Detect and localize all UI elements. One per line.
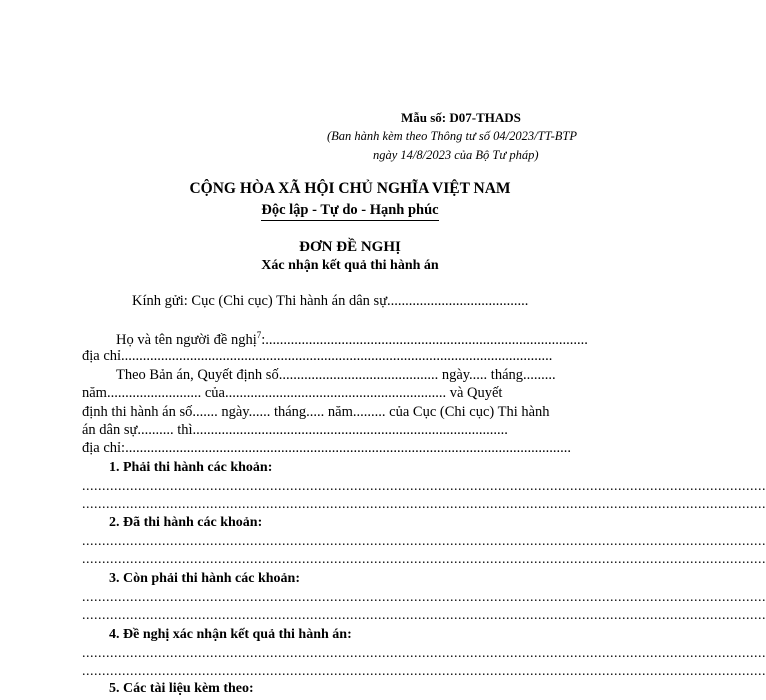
section-heading: 5. Các tài liệu kèm theo: [109, 681, 254, 696]
dotted-fill-line: ........................................................................................................................................................................... [82, 608, 766, 623]
requester-name-line [116, 330, 618, 349]
enforcement-decision-line: định thi hành án số....... ngày...... tháng..... năm......... của Cục (Chi cục) Thi hành [82, 404, 550, 420]
judgment-line: Theo Bản án, Quyết định số............................................ ngày..... tháng......... [116, 367, 556, 383]
dotted-fill-line: ........................................................................................................................................................................... [82, 664, 766, 679]
section-heading: 3. Còn phải thi hành các khoản: [109, 571, 301, 586]
form-code: Mẫu số: D07-THADS [401, 110, 521, 125]
motto-container [0, 201, 700, 221]
dotted-fill-line: ........................................................................................................................................................................... [82, 479, 766, 494]
dotted-fill-line: ........................................................................................................................................................................... [82, 590, 766, 605]
requester-name-label: Họ và tên người đề nghị [116, 331, 257, 348]
national-title: CỘNG HÒA XÃ HỘI CHỦ NGHĨA VIỆT NAM [189, 180, 511, 197]
issued-by-line-2: ngày 14/8/2023 của Bộ Tư pháp) [373, 148, 539, 162]
agency-address-line: địa chỉ:........................................................................................................................... [82, 440, 571, 456]
requester-address-line: địa chỉ....................................................................................................................... [82, 348, 553, 364]
section-heading: 2. Đã thi hành các khoản: [109, 515, 263, 530]
national-motto: Độc lập - Tự do - Hạnh phúc [261, 202, 438, 221]
dotted-fill-line: ........................................................................................................................................................................... [82, 552, 766, 567]
dotted-fill-line: ........................................................................................................................................................................... [82, 497, 766, 512]
dotted-fill-line: ........................................................................................................................................................................... [82, 534, 766, 549]
recipient-line: Kính gửi: Cục (Chi cục) Thi hành án dân sự....................................... [132, 293, 529, 309]
dotted-fill-line: ........................................................................................................................................................................... [82, 646, 766, 661]
section-heading: 1. Phải thi hành các khoản: [109, 460, 273, 475]
requester-name-dots: :......................................................................................... [261, 331, 588, 348]
section-heading: 4. Đề nghị xác nhận kết quả thi hành án: [109, 627, 352, 642]
document-title: ĐƠN ĐỀ NGHỊ [299, 239, 401, 255]
issued-by-line-1: (Ban hành kèm theo Thông tư số 04/2023/TT-BTP [327, 129, 577, 143]
enforcement-agency-line: án dân sự.......... thì....................................................................................... [82, 422, 508, 438]
judgment-year-line: năm.......................... của............................................................. và Quyết [82, 385, 503, 401]
footnote-marker: 7 [256, 330, 262, 340]
document-subtitle: Xác nhận kết quả thi hành án [261, 258, 439, 273]
